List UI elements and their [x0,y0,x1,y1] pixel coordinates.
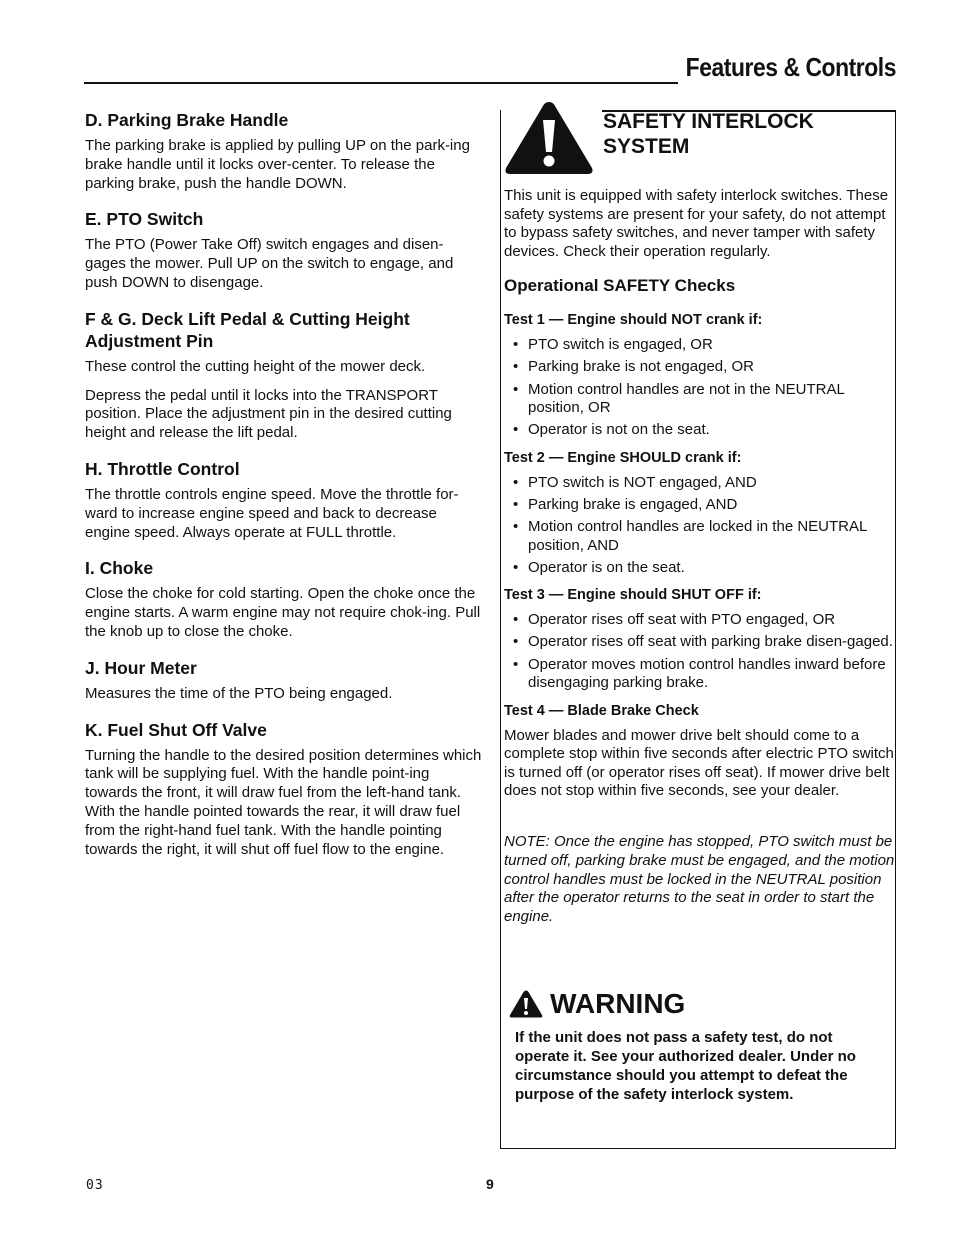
section-fuel-shutoff [85,719,483,860]
safety-intro: This unit is equipped with safety interlock switches. These safety systems are present for your safety, do not attempt to bypass safety switches, and never tamper with safety devices. Check their operation regularly. [504,187,889,260]
section-choke [85,557,483,641]
safety-title: SAFETY INTERLOCK SYSTEM [603,110,814,158]
warning-triangle-icon [508,989,544,1019]
safety-note: NOTE: Once the engine has stopped, PTO switch must be turned off, parking brake must be engaged, and the motion control handles must be locked in the NEUTRAL position after the operator returns to the seat in order to start the engine. [504,833,895,926]
section-paragraph: Measures the time of the PTO being engaged. [85,684,393,702]
list-item: • Motion control handles are locked in the NEUTRAL position, AND [504,518,896,555]
test-list [504,336,896,439]
list-item: • Operator is not on the seat. [504,421,896,440]
section-heading: D. Parking Brake Handle [85,110,289,130]
section-throttle [85,458,483,542]
section-heading: K. Fuel Shut Off Valve [85,719,267,740]
section-pto-switch [85,208,483,292]
section-paragraph: The throttle controls engine speed. Move the throttle for-ward to increase engine speed and back to decrease engine speed. Always operate at FULL throttle. [85,485,459,541]
test-heading: Test 3 — Engine should SHUT OFF if: [504,587,762,604]
section-paragraph: These control the cutting height of the mower deck. [85,357,426,375]
warning-label: WARNING [550,988,686,1019]
section-heading: J. Hour Meter [85,657,197,678]
footer-code: 03 [86,1178,104,1193]
test4-text: Mower blades and mower drive belt should come to a complete stop within five seconds after electric PTO switch is turned off (or operator rises off seat). If mower drive belt does not stop within five seconds, see your dealer. [504,726,894,800]
safety-content [504,187,896,927]
warning-header [508,988,888,1020]
section-deck-lift [85,308,483,443]
warning-block [508,988,888,1104]
test-heading: Test 1 — Engine should NOT crank if: [504,312,763,329]
list-item: • PTO switch is engaged, OR [504,336,896,355]
list-item: • Motion control handles are not in the NEUTRAL position, OR [504,381,896,418]
list-item: • Operator rises off seat with PTO engaged, OR [504,611,896,630]
section-paragraph: Depress the pedal until it locks into the TRANSPORT position. Place the adjustment pin in the desired cutting height and release the lift pedal. [85,386,452,442]
section-paragraph: The PTO (Power Take Off) switch engages and disen-gages the mower. Pull UP on the switch to engage, and push DOWN to disengage. [85,236,454,291]
test-list [504,474,896,577]
checks-heading: Operational SAFETY Checks [504,276,736,296]
section-heading: I. Choke [85,558,154,579]
section-heading: F & G. Deck Lift Pedal & Cutting Height Adjustment Pin [85,308,410,351]
warning-text: If the unit does not pass a safety test, do not operate it. See your authorized dealer. Under no circumstance should you attempt to defeat the purpose of the safety interlock system. [515,1029,856,1103]
list-item: • PTO switch is NOT engaged, AND [504,474,896,493]
warning-triangle-icon [502,98,596,178]
section-heading: H. Throttle Control [85,458,240,479]
header-rule [84,82,678,84]
section-paragraph: Close the choke for cold starting. Open the choke once the engine starts. A warm engine may not require chok-ing. Pull the knob up to close the choke. [85,585,481,640]
section-hour-meter [85,657,483,704]
list-item: • Operator rises off seat with parking brake disen-gaged. [504,633,896,652]
list-item: • Operator is on the seat. [504,559,896,578]
section-paragraph: Turning the handle to the desired position determines which tank will be supplying fuel. With the handle point-ing towards the front, it will draw fuel from the left-hand tank. With the handle pointed towards the rear, it will draw fuel from the right-hand fuel tank. With the handle pointing towards the right, it will shut off fuel flow to the engine. [85,746,482,858]
test-heading: Test 4 — Blade Brake Check [504,702,699,719]
left-column [85,109,483,874]
list-item: • Parking brake is not engaged, OR [504,358,896,377]
section-heading: E. PTO Switch [85,209,204,230]
list-item: • Operator moves motion control handles inward before disengaging parking brake. [504,656,896,693]
test-heading: Test 2 — Engine SHOULD crank if: [504,449,742,466]
page-title: Features & Controls [685,52,896,82]
list-item: • Parking brake is engaged, AND [504,496,896,515]
page-number: 9 [486,1176,494,1192]
section-paragraph: The parking brake is applied by pulling UP on the park-ing brake handle until it locks over-center. To release the parking brake, push the handle DOWN. [85,137,470,192]
test-list [504,611,896,692]
section-parking-brake [85,109,483,193]
